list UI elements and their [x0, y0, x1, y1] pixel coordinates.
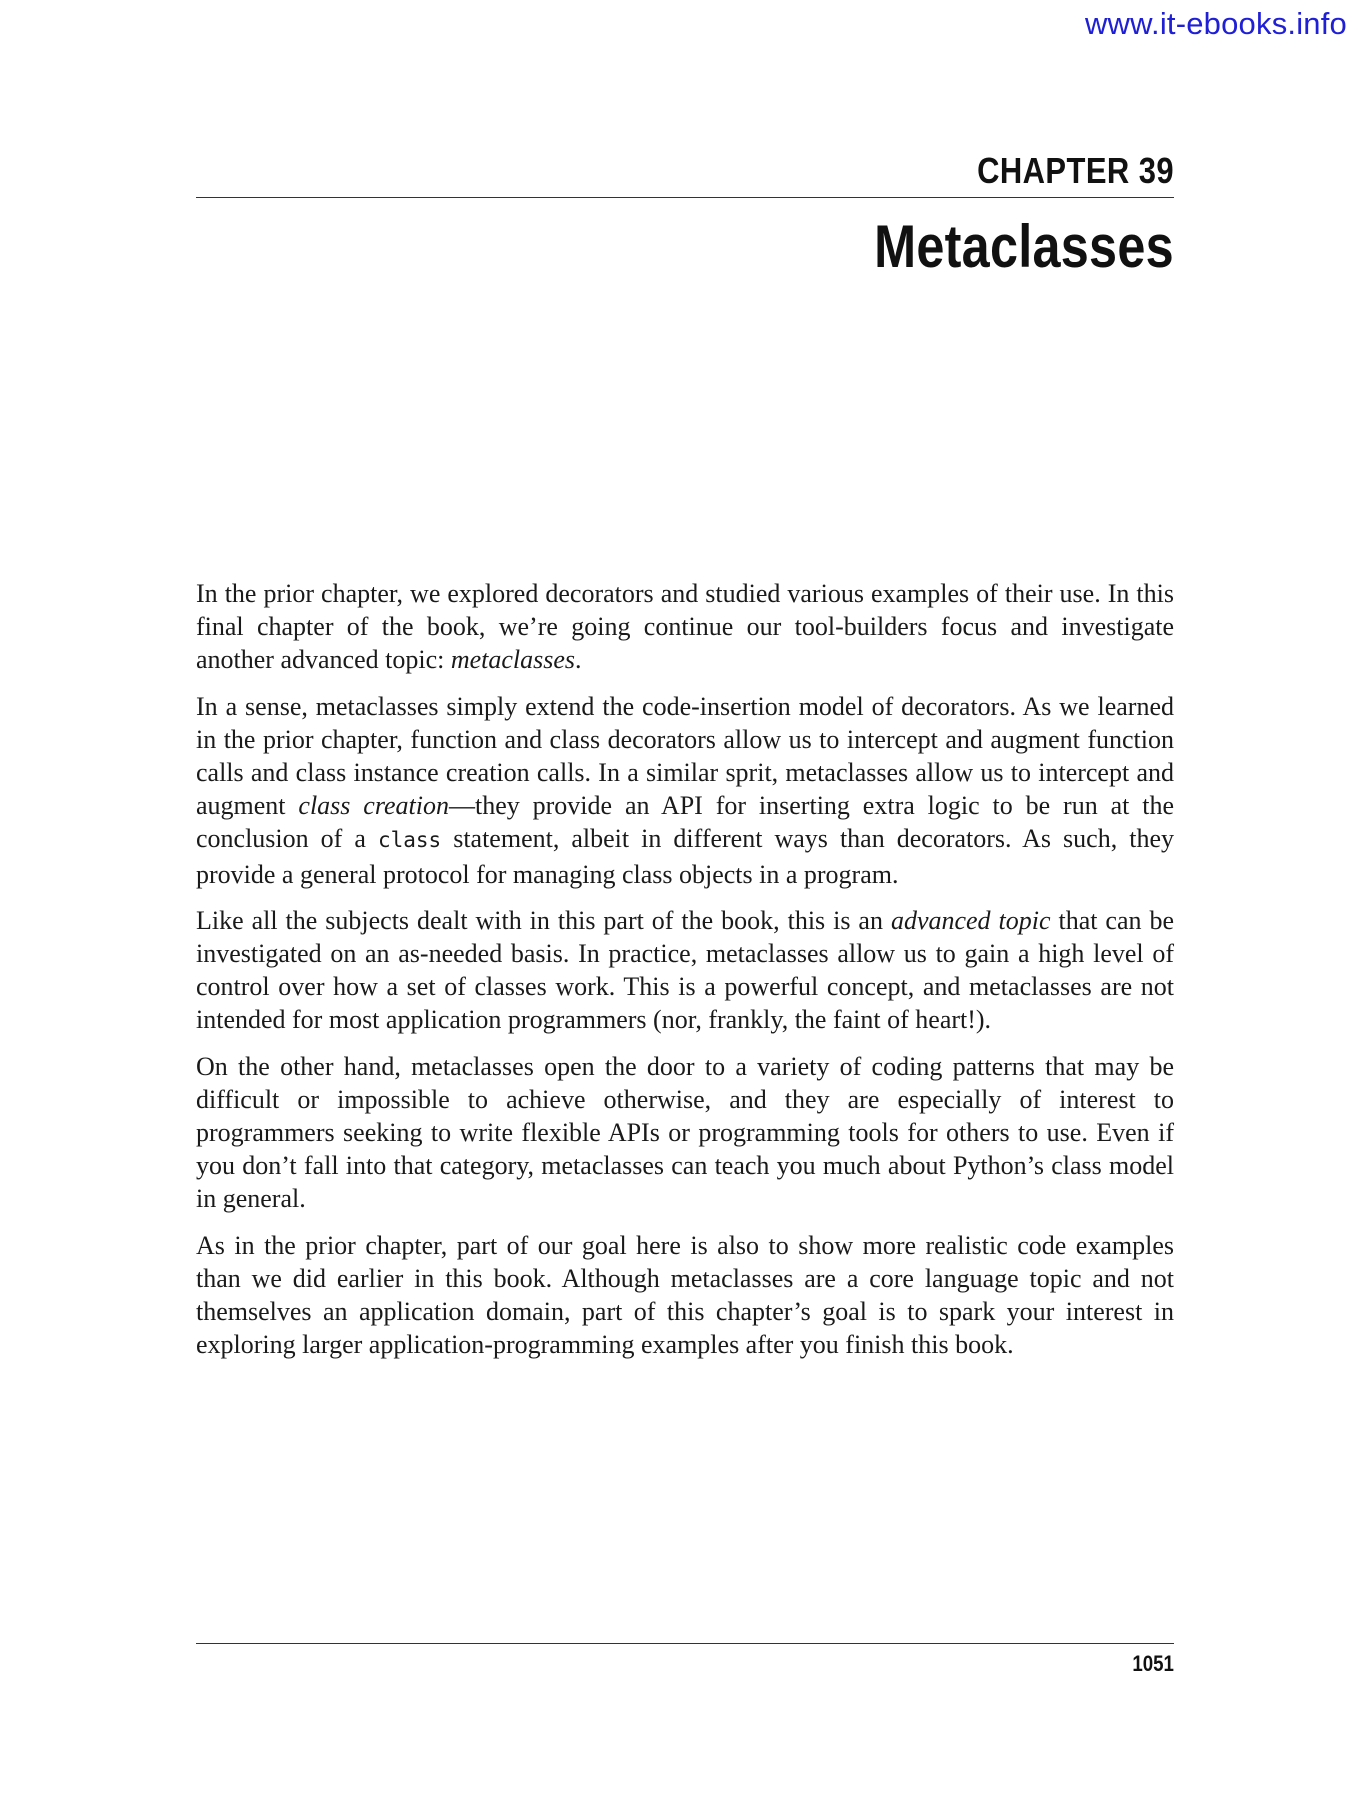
code-class-keyword: class [377, 828, 442, 853]
watermark-link[interactable]: www.it-ebooks.info [1084, 6, 1347, 41]
paragraph-2: In a sense, metaclasses simply extend the code-insertion model of decorators. As we learned in the prior chapter, function and class decorators allow us to intercept and augment function calls and class instance creation calls. In a similar sprit, metaclasses allow us to intercept and augment class creation—they provide an API for inserting extra logic to be run at the conclusion of a class statement, albeit in different ways than decorators. As such, they provide a general protocol for managing class objects in a program. [196, 691, 1175, 889]
chapter-label: CHAPTER 39 [977, 150, 1174, 191]
paragraph-4: On the other hand, metaclasses open the door to a variety of coding patterns that may be difficult or impossible to achieve otherwise, and they are especially of interest to programmers seeking to write flexible APIs or programming tools for others to use. Even if you don’t fall into that category, metaclasses can teach you much about Python’s class model in general. [196, 1051, 1174, 1214]
paragraph-5: As in the prior chapter, part of our goal here is also to show more realistic code examples than we did earlier in this book. Although metaclasses are a core language topic and not themselves an application domain, part of this chapter’s goal is to spark your interest in exploring larger application-programming examples after you finish this book. [196, 1230, 1174, 1360]
paragraph-1: In the prior chapter, we explored decorators and studied various examples of their use. In this final chapter of the book, we’re going continue our tool-builders focus and investigate another advanced topic: metaclasses. [196, 579, 1174, 675]
term-advanced-topic: advanced topic [890, 905, 1051, 935]
chapter-body [196, 577, 1174, 1374]
term-class-creation: class creation [298, 791, 449, 821]
footer-rule [196, 1643, 1174, 1644]
paragraph-3: Like all the subjects dealt with in this part of the book, this is an advanced topic that can be investigated on an as-needed basis. In practice, metaclasses allow us to gain a high level of control over how a set of classes work. This is a powerful concept, and metaclasses are not intended for most application programmers (nor, frankly, the faint of heart!). [196, 905, 1175, 1035]
chapter-rule [196, 197, 1174, 198]
page-number: 1051 [1132, 1651, 1174, 1676]
chapter-title: Metaclasses [874, 213, 1174, 280]
term-metaclasses: metaclasses [450, 645, 576, 675]
